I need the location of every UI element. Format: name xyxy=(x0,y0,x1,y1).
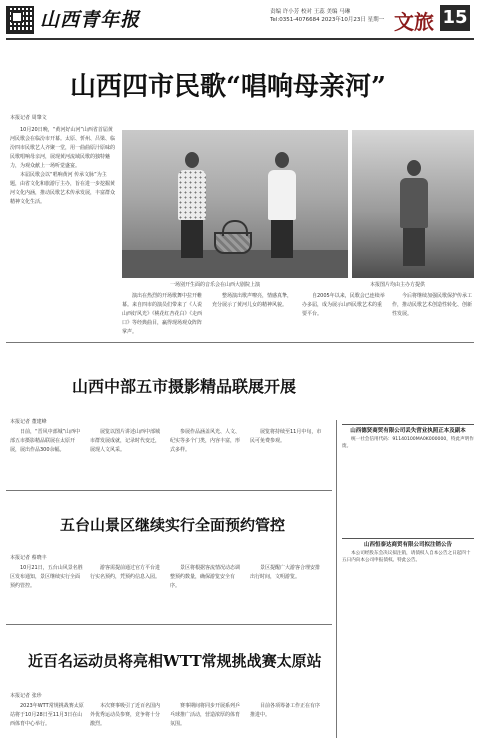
article3-headline: 五台山景区继续实行全面预约管控 xyxy=(60,516,286,534)
notice-1-title: 山西德贤商贸有限公司丢失营业执照正本及副本 xyxy=(350,428,466,434)
article2-para-1: 日前，“晋风中部城”山西中部五市摄影精品联展在太原开展，展出作品300余幅。 xyxy=(10,429,81,453)
article4-para-4: 目前各项筹备工作正在有序推进中。 xyxy=(250,703,321,718)
article1-para-5: 自2005年以来，民歌会已连续举办多届，成为展示山西民歌艺术的重要平台。 xyxy=(302,293,385,317)
page-number-badge: 15 xyxy=(440,5,470,31)
article3-column-2 xyxy=(90,564,164,620)
article3-para-2: 游客需提前通过官方平台进行实名预约，凭预约信息入园。 xyxy=(90,565,161,580)
article4-column-1 xyxy=(10,702,84,738)
notice-2 xyxy=(342,538,474,738)
article4-para-3: 赛事期间将同步开展系列乒乓球推广活动，营造浓厚的体育氛围。 xyxy=(170,703,241,727)
notice-2-title: 山西恒泰达商贸有限公司拟注销公告 xyxy=(363,542,452,548)
article2-byline: 本报记者 董建峰 xyxy=(10,419,47,425)
notice-1 xyxy=(342,424,474,530)
article1-byline: 本报记者 周肇文 xyxy=(10,115,47,121)
section-divider-1 xyxy=(6,342,474,343)
performer-photo xyxy=(352,130,474,278)
article1-para-4: 整场演出歌声嘹亮，情感真挚，充分展示了黄河儿女的精神风貌。 xyxy=(212,293,293,308)
article2-column-3 xyxy=(170,428,244,484)
article1-column-2 xyxy=(122,292,206,342)
article4-byline: 本报记者 张珍 xyxy=(10,693,42,699)
header-info-line1: 责编 许小芳 校对 王蕊 美编 马琳 xyxy=(270,9,351,15)
article3-column-4 xyxy=(250,564,324,620)
article1-para-2: 本届民歌会以“唱响黄河 传承文脉”为主题，由省文化和旅游厅主办，旨在进一步挖掘黄河文化内涵，推动民歌艺术传承发展，丰富群众精神文化生活。 xyxy=(10,172,116,205)
performer-male xyxy=(266,152,298,260)
header-rule xyxy=(6,38,474,40)
article4-column-2 xyxy=(90,702,164,738)
basket-prop xyxy=(214,232,252,254)
article4-column-4 xyxy=(250,702,324,738)
header-info xyxy=(270,8,384,24)
article4-para-2: 本次赛事吸引了近百名国内外优秀运动员参赛，竞争将十分激烈。 xyxy=(90,703,161,727)
article1-para-3: 演出在热烈的开场歌舞中拉开帷幕。来自四市的演员们带来了《人说山西好风光》《桃花红杏花白》《走西口》等经典曲目，赢得现场观众阵阵掌声。 xyxy=(122,293,203,335)
article4-para-1: 2023年WTT常规挑战赛太原站将于10月28日至11月3日在山西体育中心举行。 xyxy=(10,703,84,727)
article2-column-4 xyxy=(250,428,324,484)
notice-2-body: 本公司经股东会决议拟注销，请债权人自本公告之日起四十五日内向本公司申报债权。特此公告。 xyxy=(342,551,471,564)
stage-photo xyxy=(122,130,348,278)
article3-para-1: 10月21日，五台山风景名胜区发布通知，景区继续实行全面预约管控。 xyxy=(10,565,83,589)
article3-para-3: 景区将根据客流情况动态调整预约数量，确保游览安全有序。 xyxy=(170,565,241,589)
article1-column-3 xyxy=(212,292,296,342)
article3-para-4: 景区提醒广大游客合理安排出行时间，文明游览。 xyxy=(250,565,321,580)
header-info-line2: Tel:0351-4076684 2023年10月23日 星期一 xyxy=(270,17,385,23)
notice-1-body: 统一社会信用代码：91140100MA0K000000，特此声明作废。 xyxy=(342,437,474,450)
article3-byline: 本报记者 蔡晓丰 xyxy=(10,555,47,561)
article4-column-3 xyxy=(170,702,244,738)
article2-column-1 xyxy=(10,428,84,484)
article2-para-2: 展览以图片讲述山西中部城市群发展成就，记录时代变迁，展现人文风采。 xyxy=(90,429,161,453)
article1-para-6: 今后将继续加强民歌保护传承工作，推动民歌艺术创造性转化、创新性发展。 xyxy=(392,293,473,317)
article1-column-5 xyxy=(392,292,476,342)
stage-floor xyxy=(122,250,348,278)
performer-female xyxy=(176,152,208,260)
article1-column-4 xyxy=(302,292,386,342)
newspaper-logo: 山西青年报 xyxy=(40,9,141,31)
section-name: 文旅 xyxy=(394,10,434,34)
sidebar-divider xyxy=(336,420,337,738)
article3-column-3 xyxy=(170,564,244,620)
article3-column-1 xyxy=(10,564,84,620)
section-divider-2 xyxy=(6,490,332,491)
article1-para-1: 10月20日晚，“黄河好山河”山西省首届黄河民歌会在临汾市开幕。太原、忻州、吕梁、临汾四市民歌艺人齐聚一堂，用一曲曲原汁原味的民歌唱响母亲河，展现黄河流域民歌的独特魅力，为观众献上一场听觉盛宴。 xyxy=(10,127,116,169)
article1-column-1 xyxy=(10,126,116,298)
article4-headline: 近百名运动员将亮相WTT常规挑战赛太原站 xyxy=(28,652,322,670)
masthead xyxy=(0,0,480,44)
article2-para-3: 参展作品涵盖风光、人文、纪实等多个门类，内容丰富，形式多样。 xyxy=(170,429,241,453)
section-divider-3 xyxy=(6,624,332,625)
article1-headline: 山西四市民歌“唱响母亲河” xyxy=(70,72,386,102)
article2-headline: 山西中部五市摄影精品联展开展 xyxy=(72,377,297,396)
article2-para-4: 展览将持续至11月中旬，市民可免费参观。 xyxy=(250,429,322,444)
performer-singer xyxy=(398,160,430,268)
article2-column-2 xyxy=(90,428,164,484)
caption-left: 一场别开生面的音乐会在山西大剧院上演 xyxy=(170,282,261,288)
caption-right: 本报图片均由主办方提供 xyxy=(370,282,426,288)
qr-code-icon xyxy=(6,6,34,34)
